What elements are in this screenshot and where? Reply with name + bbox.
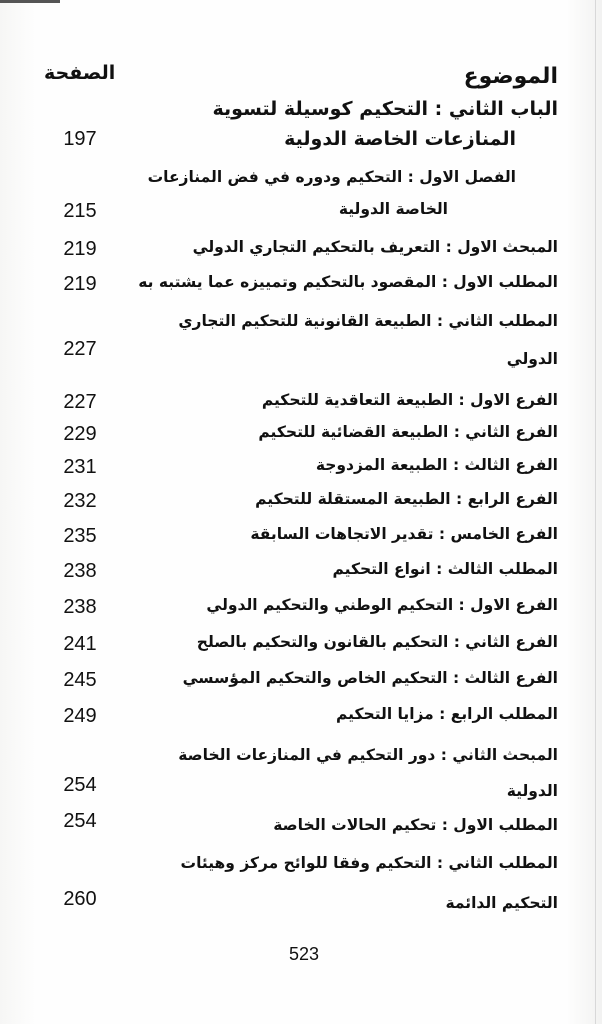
toc-entry [40,633,558,667]
toc-entry [40,525,558,559]
toc-entry [40,423,558,457]
page-number: 523 [288,944,320,964]
entry-page: 235 [63,525,97,547]
toc-entry [40,888,558,928]
entry-page: 215 [63,200,97,222]
entry-title: التحكيم الدائمة [445,894,558,912]
entry-title: الدولية [506,782,558,800]
toc-entry [40,200,558,234]
entry-title: الفرع الاول : الطبيعة التعاقدية للتحكيم [261,391,558,409]
entry-page: 238 [63,560,97,582]
entry-title: الدولي [506,350,558,368]
entry-title: المبحث الثاني : دور التحكيم في المنازعات الخاصة [178,746,558,764]
toc-entry [40,810,558,850]
entry-page: 229 [63,423,97,445]
entry-title: الفصل الاول : التحكيم ودوره في فض المنازعات [147,168,516,186]
entry-title: المطلب الثاني : التحكيم وفقا للوائح مركز وهيئات [180,854,558,872]
entry-title: الفرع الاول : التحكيم الوطني والتحكيم الدولي [206,596,558,614]
toc-entry [40,705,558,739]
toc-entry [40,128,558,162]
toc-entry [40,168,558,202]
entry-title: الفرع الثاني : الطبيعة القضائية للتحكيم [258,423,558,441]
toc-entry [40,391,558,425]
entry-title: الفرع الثالث : التحكيم الخاص والتحكيم المؤسسي [182,669,558,687]
entry-page: 241 [63,633,97,655]
entry-page: 232 [63,490,97,512]
toc-entry [40,273,558,307]
toc-entry [40,456,558,490]
entry-title: المطلب الاول : تحكيم الحالات الخاصة [273,816,558,834]
entry-page: 219 [63,238,97,260]
page-column-heading: الصفحة [44,62,116,84]
entry-page: 254 [63,774,97,796]
entry-page: 249 [63,705,97,727]
page-edge-line [595,0,596,1024]
entry-title: المطلب الرابع : مزايا التحكيم [336,705,558,723]
entry-page: 254 [63,810,97,832]
entry-title: المنازعات الخاصة الدولية [284,128,516,150]
entry-title: المطلب الثاني : الطبيعة القانونية للتحكيم التجاري [178,312,558,330]
entry-title: الخاصة الدولية [338,200,448,218]
topic-column-heading: الموضوع [463,64,558,89]
entry-page: 238 [63,596,97,618]
entry-page: 260 [63,888,97,910]
toc-entry [40,98,558,132]
entry-page: 227 [63,391,97,413]
toc-entry [40,596,558,630]
scan-edge-mark [0,0,60,3]
toc-entry [40,854,558,888]
toc-entry [40,238,558,272]
entry-page: 227 [63,338,97,360]
entry-title: الفرع الثالث : الطبيعة المزدوجة [315,456,558,474]
toc-entry [40,669,558,703]
entry-page: 245 [63,669,97,691]
toc-entry [40,338,558,384]
entry-title: الفرع الرابع : الطبيعة المستقلة للتحكيم [255,490,558,508]
entry-title: المبحث الاول : التعريف بالتحكيم التجاري الدولي [192,238,558,256]
entry-page: 219 [63,273,97,295]
entry-title: المطلب الاول : المقصود بالتحكيم وتمييزه عما يشتبه به [138,273,558,291]
entry-title: المطلب الثالث : انواع التحكيم [332,560,558,578]
entry-page: 197 [63,128,97,150]
toc-entry [40,490,558,524]
entry-page: 231 [63,456,97,478]
toc-entry [40,560,558,594]
toc-header [40,64,558,98]
entry-title: الباب الثاني : التحكيم كوسيلة لتسوية [212,98,558,120]
entry-title: الفرع الثاني : التحكيم بالقانون والتحكيم بالصلح [196,633,558,651]
entry-title: الفرع الخامس : تقدير الاتجاهات السابقة [250,525,558,543]
